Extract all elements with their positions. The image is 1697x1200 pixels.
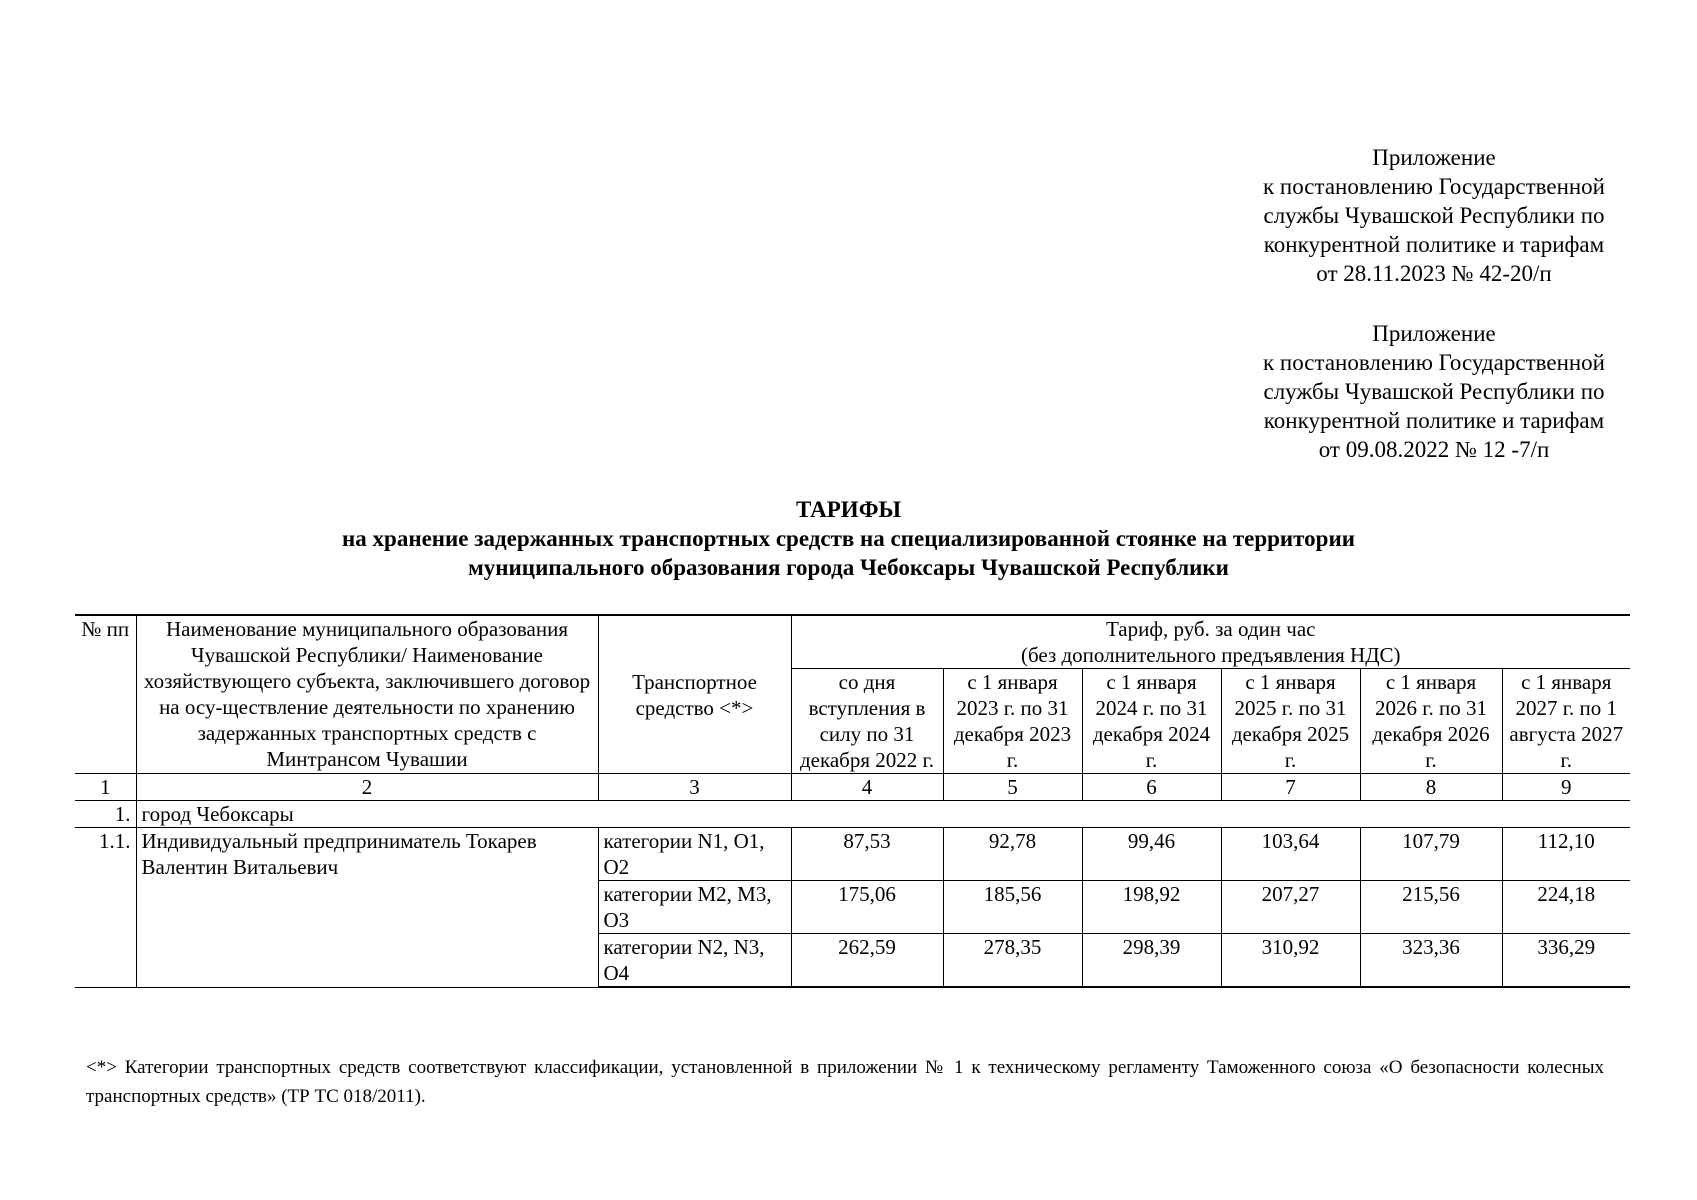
annex-resolution-line: к постановлению Государственной bbox=[1263, 174, 1605, 199]
header-vehicle: Транспортное средство <*> bbox=[598, 615, 791, 774]
column-number: 6 bbox=[1082, 774, 1221, 801]
tariff-value: 175,06 bbox=[791, 881, 943, 934]
header-row-1 bbox=[75, 615, 1630, 669]
tariff-value: 198,92 bbox=[1082, 881, 1221, 934]
column-number: 7 bbox=[1221, 774, 1360, 801]
tariff-value: 224,18 bbox=[1502, 881, 1630, 934]
header-period-1: со дня вступления в силу по 31 декабря 2022 г. bbox=[791, 669, 943, 774]
title-line-2: муниципального образования города Чебоксары Чувашской Республики bbox=[468, 555, 1229, 580]
tariff-value: 99,46 bbox=[1082, 828, 1221, 881]
tariff-value: 262,59 bbox=[791, 934, 943, 988]
column-number: 2 bbox=[136, 774, 598, 801]
tariff-value: 207,27 bbox=[1221, 881, 1360, 934]
tariff-value: 298,39 bbox=[1082, 934, 1221, 988]
tariff-value: 103,64 bbox=[1221, 828, 1360, 881]
tariff-value: 185,56 bbox=[943, 881, 1082, 934]
title-heading: ТАРИФЫ bbox=[795, 497, 902, 522]
header-period-5: с 1 января 2026 г. по 31 декабря 2026 г. bbox=[1360, 669, 1502, 774]
section-row bbox=[75, 801, 1630, 828]
column-number: 9 bbox=[1502, 774, 1630, 801]
column-number: 1 bbox=[75, 774, 136, 801]
column-number: 3 bbox=[598, 774, 791, 801]
header-name: Наименование муниципального образования Чувашской Республики/ Наименование хозяйствующего субъекта, заключившего договор на осу-ществление деятельности по хранению задержанных транспортных средств с Минтрансом Чувашии bbox=[136, 615, 598, 774]
header-period-6: с 1 января 2027 г. по 1 августа 2027 г. bbox=[1502, 669, 1630, 774]
header-num: № пп bbox=[75, 615, 136, 774]
annex-date-number: от 28.11.2023 № 42-20/п bbox=[1316, 261, 1552, 286]
tariff-value: 310,92 bbox=[1221, 934, 1360, 988]
vehicle-category: категории N1, O1, O2 bbox=[598, 828, 791, 881]
annex-resolution-line: к постановлению Государственной bbox=[1263, 350, 1605, 375]
header-tariff bbox=[791, 615, 1630, 669]
section-num: 1. bbox=[75, 801, 136, 828]
header-tariff-line-1: Тариф, руб. за один час bbox=[1106, 617, 1316, 641]
tariff-value: 92,78 bbox=[943, 828, 1082, 881]
column-number: 4 bbox=[791, 774, 943, 801]
tariff-value: 278,35 bbox=[943, 934, 1082, 988]
tariff-value: 215,56 bbox=[1360, 881, 1502, 934]
column-numbers-row bbox=[75, 774, 1630, 801]
annex-service-line: службы Чувашской Республики по bbox=[1263, 203, 1605, 228]
annex-previous-header bbox=[1224, 319, 1644, 464]
annex-policy-line: конкурентной политике и тарифам bbox=[1263, 408, 1605, 433]
header-tariff-line-2: (без дополнительного предъявления НДС) bbox=[1020, 643, 1401, 667]
tariff-value: 323,36 bbox=[1360, 934, 1502, 988]
annex-date-number: от 09.08.2022 № 12 -7/п bbox=[1318, 437, 1550, 462]
annex-policy-line: конкурентной политике и тарифам bbox=[1263, 232, 1605, 257]
entity-name: Индивидуальный предприниматель Токарев Валентин Витальевич bbox=[136, 828, 598, 988]
tariff-value: 336,29 bbox=[1502, 934, 1630, 988]
tariff-value: 112,10 bbox=[1502, 828, 1630, 881]
header-period-2: с 1 января 2023 г. по 31 декабря 2023 г. bbox=[943, 669, 1082, 774]
annex-service-line: службы Чувашской Республики по bbox=[1263, 379, 1605, 404]
footnote: <*> Категории транспортных средств соответствуют классификации, установленной в приложении № 1 к техническому регламенту Таможенного союза «О безопасности колесных транспортных средств» (ТР ТС 018/2011). bbox=[86, 1057, 1604, 1107]
entity-num: 1.1. bbox=[75, 828, 136, 988]
annex-label: Приложение bbox=[1372, 145, 1496, 170]
header-period-4: с 1 января 2025 г. по 31 декабря 2025 г. bbox=[1221, 669, 1360, 774]
column-number: 5 bbox=[943, 774, 1082, 801]
vehicle-category: категории M2, M3, O3 bbox=[598, 881, 791, 934]
section-name: город Чебоксары bbox=[136, 801, 1630, 828]
title-line-1: на хранение задержанных транспортных средств на специализированной стоянке на территории bbox=[342, 526, 1355, 551]
tariff-value: 107,79 bbox=[1360, 828, 1502, 881]
column-number: 8 bbox=[1360, 774, 1502, 801]
header-period-3: с 1 января 2024 г. по 31 декабря 2024 г. bbox=[1082, 669, 1221, 774]
document-title bbox=[0, 495, 1697, 582]
annex-current-header bbox=[1224, 143, 1644, 288]
annex-label: Приложение bbox=[1372, 321, 1496, 346]
vehicle-category: категории N2, N3, O4 bbox=[598, 934, 791, 988]
tariffs-table bbox=[75, 614, 1630, 988]
table-row bbox=[75, 828, 1630, 881]
tariff-value: 87,53 bbox=[791, 828, 943, 881]
